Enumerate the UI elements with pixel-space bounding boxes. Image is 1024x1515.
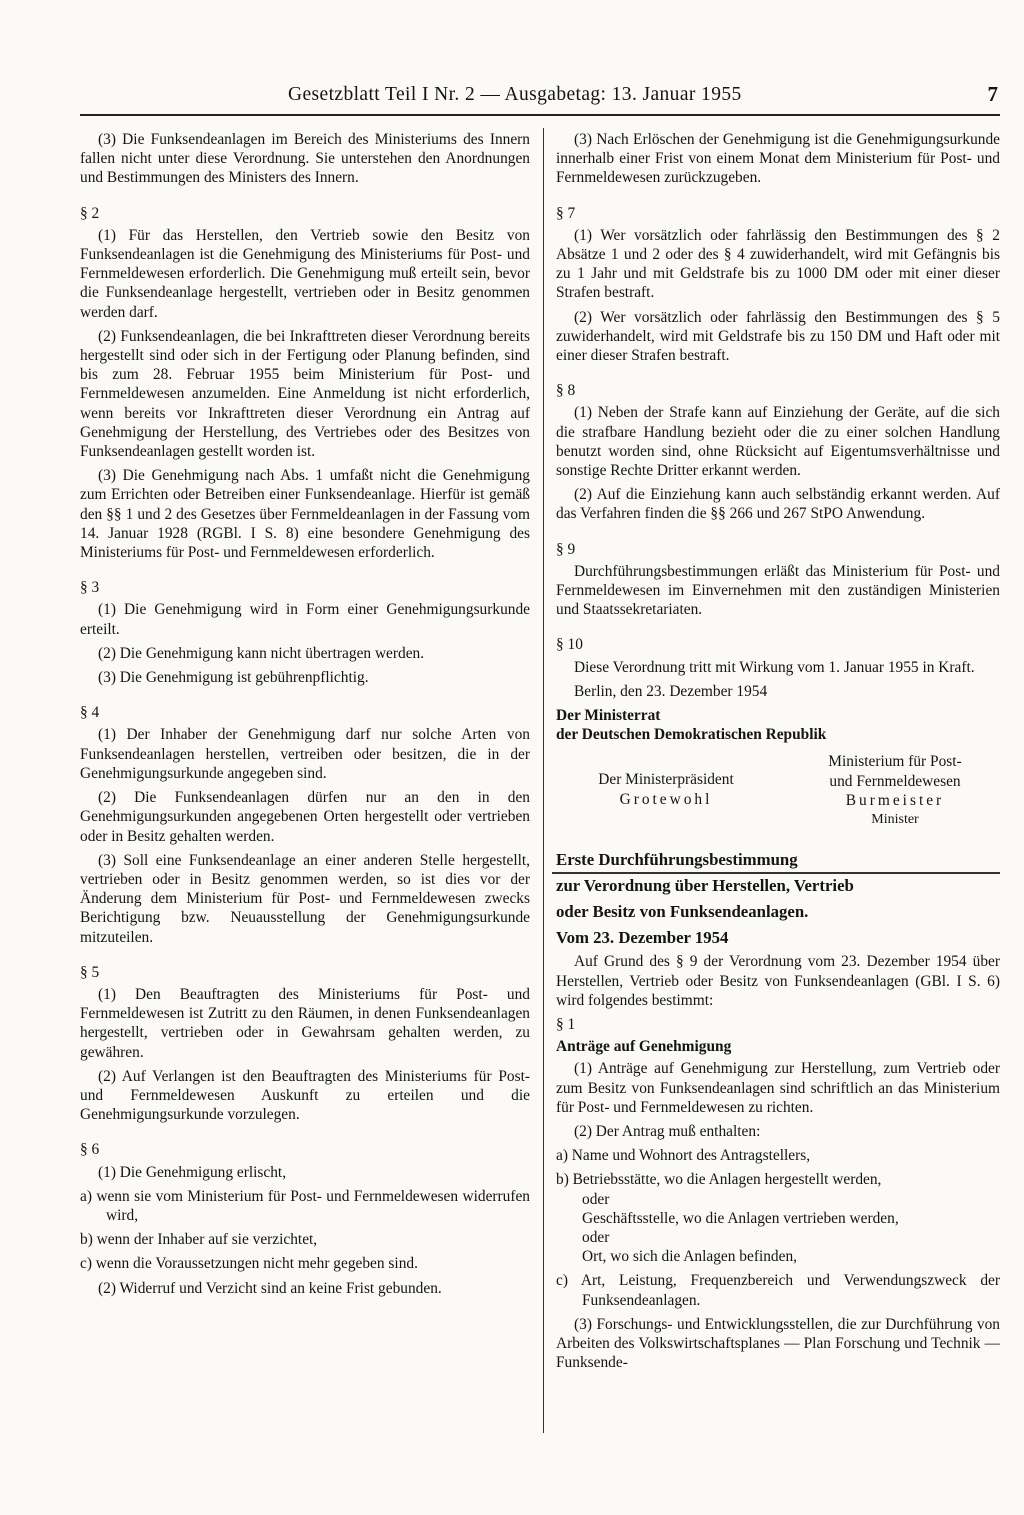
page-header (80, 84, 1000, 116)
ministry-line-2: und Fernmeldewesen (829, 772, 961, 790)
signature-left (556, 752, 776, 829)
decree-heading-3: oder Besitz von Funksendeanlagen. (556, 902, 809, 922)
paragraph: (2) Funksendeanlagen, die bei Inkrafttreten dieser Verordnung bereits hergestellt sind oder sich in der Fertigung oder Planung befinden, sind bis zum 28. Februar 1955 beim Ministerium für Post- und Fernmeldewesen anzumelden. Eine Anmeldung ist nicht erforderlich, wenn bereits vor Inkrafttreten dieser Verordnung ein Antrag auf Genehmigung der Herstellung, des Vertriebes oder des Besitzes von Funksendeanlagen gestellt worden ist. (80, 327, 530, 461)
list-item: a) wenn sie vom Ministerium für Post- und Fernmeldewesen widerrufen wird, (80, 1187, 530, 1224)
decree-heading-1: Erste Durchführungsbestimmung (556, 850, 798, 870)
signatory-name: Burmeister (845, 791, 945, 809)
column-divider (543, 128, 544, 1433)
paragraph: (1) Die Genehmigung erlischt, (98, 1163, 287, 1181)
paragraph: (2) Auf Verlangen ist den Beauftragten des Ministeriums für Post- und Fernmeldewesen Auskunft zu erteilen und die Genehmigungsurkunde vorzulegen. (80, 1067, 530, 1124)
list-item: b) wenn der Inhaber auf sie verzichtet, (80, 1231, 318, 1249)
paragraph: (2) Widerruf und Verzicht sind an keine Frist gebunden. (98, 1279, 442, 1297)
list-item: c) Art, Leistung, Frequenzbereich und Verwendungszweck der Funksendeanlagen. (556, 1272, 1000, 1309)
page-number: 7 (987, 82, 998, 106)
paragraph: (3) Soll eine Funksendeanlage an einer anderen Stelle hergestellt, vertrieben oder in Besitz genommen werden, so ist dies vor der Änderung dem Ministerium für Post- und Fernmeldewesen zwecks Berichtigung bzw. Neuausstellung der Genehmigungsurkunde mitzuteilen. (80, 851, 530, 946)
paragraph: (1) Für das Herstellen, den Vertrieb sowie den Besitz von Funksendeanlagen ist die Genehmigung des Ministeriums für Post- und Fernmeldewesen erforderlich. Die Genehmigung muß erteilt sein, bevor die Funksendeanlage hergestellt, vertrieben oder in Besitz genommen werden darf. (80, 226, 530, 321)
paragraph: Durchführungsbestimmungen erläßt das Ministerium für Post- und Fernmeldewesen im Einvernehmen mit den zuständigen Ministerien und Staatssekretariaten. (556, 562, 1000, 619)
ministry-line-1: Ministerium für Post- (828, 753, 962, 771)
section-heading: § 6 (80, 1141, 100, 1159)
paragraph: (2) Wer vorsätzlich oder fahrlässig den Bestimmungen des § 5 zuwiderhandelt, wird mit Geldstrafe bis zu 150 DM und Haft oder mit einer dieser Strafen bestraft. (556, 308, 1000, 365)
section-title: Anträge auf Genehmigung (556, 1038, 732, 1056)
paragraph: Auf Grund des § 9 der Verordnung vom 23. Dezember 1954 über Herstellen, Vertrieb oder Besitz von Funksendeanlagen (GBl. I S. 6) wird folgendes bestimmt: (556, 953, 1000, 1009)
paragraph: (3) Nach Erlöschen der Genehmigung ist die Genehmigungsurkunde innerhalb einer Frist von einem Monat dem Ministerium für Post- und Fernmeldewesen zurückzugeben. (556, 131, 1000, 187)
section-heading: § 10 (556, 636, 583, 654)
paragraph: (2) Die Funksendeanlagen dürfen nur an den in den Genehmigungsurkunden angegebenen Orten hergestellt oder vertrieben oder in Besitz gehalten werden. (80, 789, 530, 845)
paragraph: Diese Verordnung tritt mit Wirkung vom 1. Januar 1955 in Kraft. (574, 658, 975, 676)
section-heading: § 5 (80, 963, 100, 981)
paragraph: (2) Die Genehmigung kann nicht übertragen werden. (98, 644, 425, 662)
list-item: c) wenn die Voraussetzungen nicht mehr gegeben sind. (80, 1255, 418, 1273)
paragraph: (1) Den Beauftragten des Ministeriums für Post- und Fernmeldewesen ist Zutritt zu den Räumen, in denen Funksendeanlagen hergestellt, vertrieben oder in Gewahrsam gehalten werden, zu gewähren. (80, 985, 530, 1061)
paragraph: (1) Anträge auf Genehmigung zur Herstellung, zum Vertrieb oder zum Besitz von Funksendeanlagen sind schriftlich an das Ministerium für Post- und Fernmeldewesen zu richten. (556, 1060, 1000, 1116)
list-connector: oder (582, 1190, 610, 1208)
section-heading: § 2 (80, 204, 100, 222)
council-subtitle: der Deutschen Demokratischen Republik (556, 726, 827, 744)
signatory-role: Minister (871, 812, 919, 828)
council-title: Der Ministerrat (556, 707, 661, 725)
section-heading: § 9 (556, 540, 576, 558)
list-connector: oder (582, 1228, 610, 1246)
signature-right (790, 752, 1000, 829)
paragraph: (1) Die Genehmigung wird in Form einer Genehmigungsurkunde erteilt. (80, 601, 530, 638)
decree-date: Vom 23. Dezember 1954 (556, 928, 729, 948)
decree-heading-2: zur Verordnung über Herstellen, Vertrieb (556, 876, 854, 896)
signatory-title: Der Ministerpräsident (598, 771, 734, 789)
section-heading: § 4 (80, 704, 100, 722)
paragraph: (2) Auf die Einziehung kann auch selbständig erkannt werden. Auf das Verfahren finden die §§ 266 und 267 StPO Anwendung. (556, 486, 1000, 523)
section-heading: § 1 (556, 1015, 576, 1033)
section-heading: § 8 (556, 382, 576, 400)
paragraph: (3) Die Genehmigung ist gebührenpflichtig. (98, 669, 369, 687)
section-heading: § 3 (80, 579, 100, 597)
paragraph: (2) Der Antrag muß enthalten: (574, 1122, 761, 1140)
paragraph: (1) Neben der Strafe kann auf Einziehung der Geräte, auf die sich die strafbare Handlung bezieht oder die zu einer solchen Handlung benutzt worden sind, ohne Rücksicht auf Eigentumsverhältnisse und sonstige Rechte Dritter erkannt werden. (556, 404, 1000, 480)
paragraph: (3) Forschungs- und Entwicklungsstellen, die zur Durchführung von Arbeiten des Volkswirtschaftsplanes — Plan Forschung und Technik — Funksende- (556, 1315, 1000, 1372)
left-column (80, 130, 530, 1303)
signatory-name: Grotewohl (619, 790, 713, 808)
list-item: a) Name und Wohnort des Antragstellers, (556, 1147, 811, 1165)
signature-block (556, 752, 1000, 829)
header-title: Gesetzblatt Teil I Nr. 2 — Ausgabetag: 13. Januar 1955 (288, 84, 742, 105)
paragraph: (3) Die Funksendeanlagen im Bereich des Ministeriums des Innern fallen nicht unter diese Verordnung. Sie unterstehen den Anordnungen und Bestimmungen des Ministers des Innern. (80, 131, 530, 187)
spacer (556, 829, 1000, 849)
paragraph: (1) Der Inhaber der Genehmigung darf nur solche Arten von Funksendeanlagen herstellen, vertreiben oder besitzen, die in der Genehmigungsurkunde angegeben sind. (80, 726, 530, 782)
place-date: Berlin, den 23. Dezember 1954 (574, 682, 768, 700)
list-item: Ort, wo sich die Anlagen befinden, (582, 1248, 797, 1266)
paragraph: (3) Die Genehmigung nach Abs. 1 umfaßt nicht die Genehmigung zum Errichten oder Betreiben einer Funksendeanlage. Hierfür ist gemäß den §§ 1 und 2 des Gesetzes über Fernmeldeanlagen in der Fassung vom 14. Januar 1928 (RGBl. I S. 8) eine besondere Genehmigung des Ministeriums für Post- und Fernmeldewesen erforderlich. (80, 467, 530, 562)
list-item: Geschäftsstelle, wo die Anlagen vertrieben werden, (582, 1209, 899, 1227)
paragraph: (1) Wer vorsätzlich oder fahrlässig den Bestimmungen des § 2 Absätze 1 und 2 oder des § 4 zuwiderhandelt, wird mit Gefängnis bis zu 1 Jahr und mit Geldstrafe bis zu 1000 DM oder mit einer dieser Strafen bestraft. (556, 226, 1000, 302)
right-column (556, 130, 1000, 1377)
list-item: b) Betriebsstätte, wo die Anlagen hergestellt werden, (556, 1171, 882, 1189)
section-heading: § 7 (556, 204, 576, 222)
